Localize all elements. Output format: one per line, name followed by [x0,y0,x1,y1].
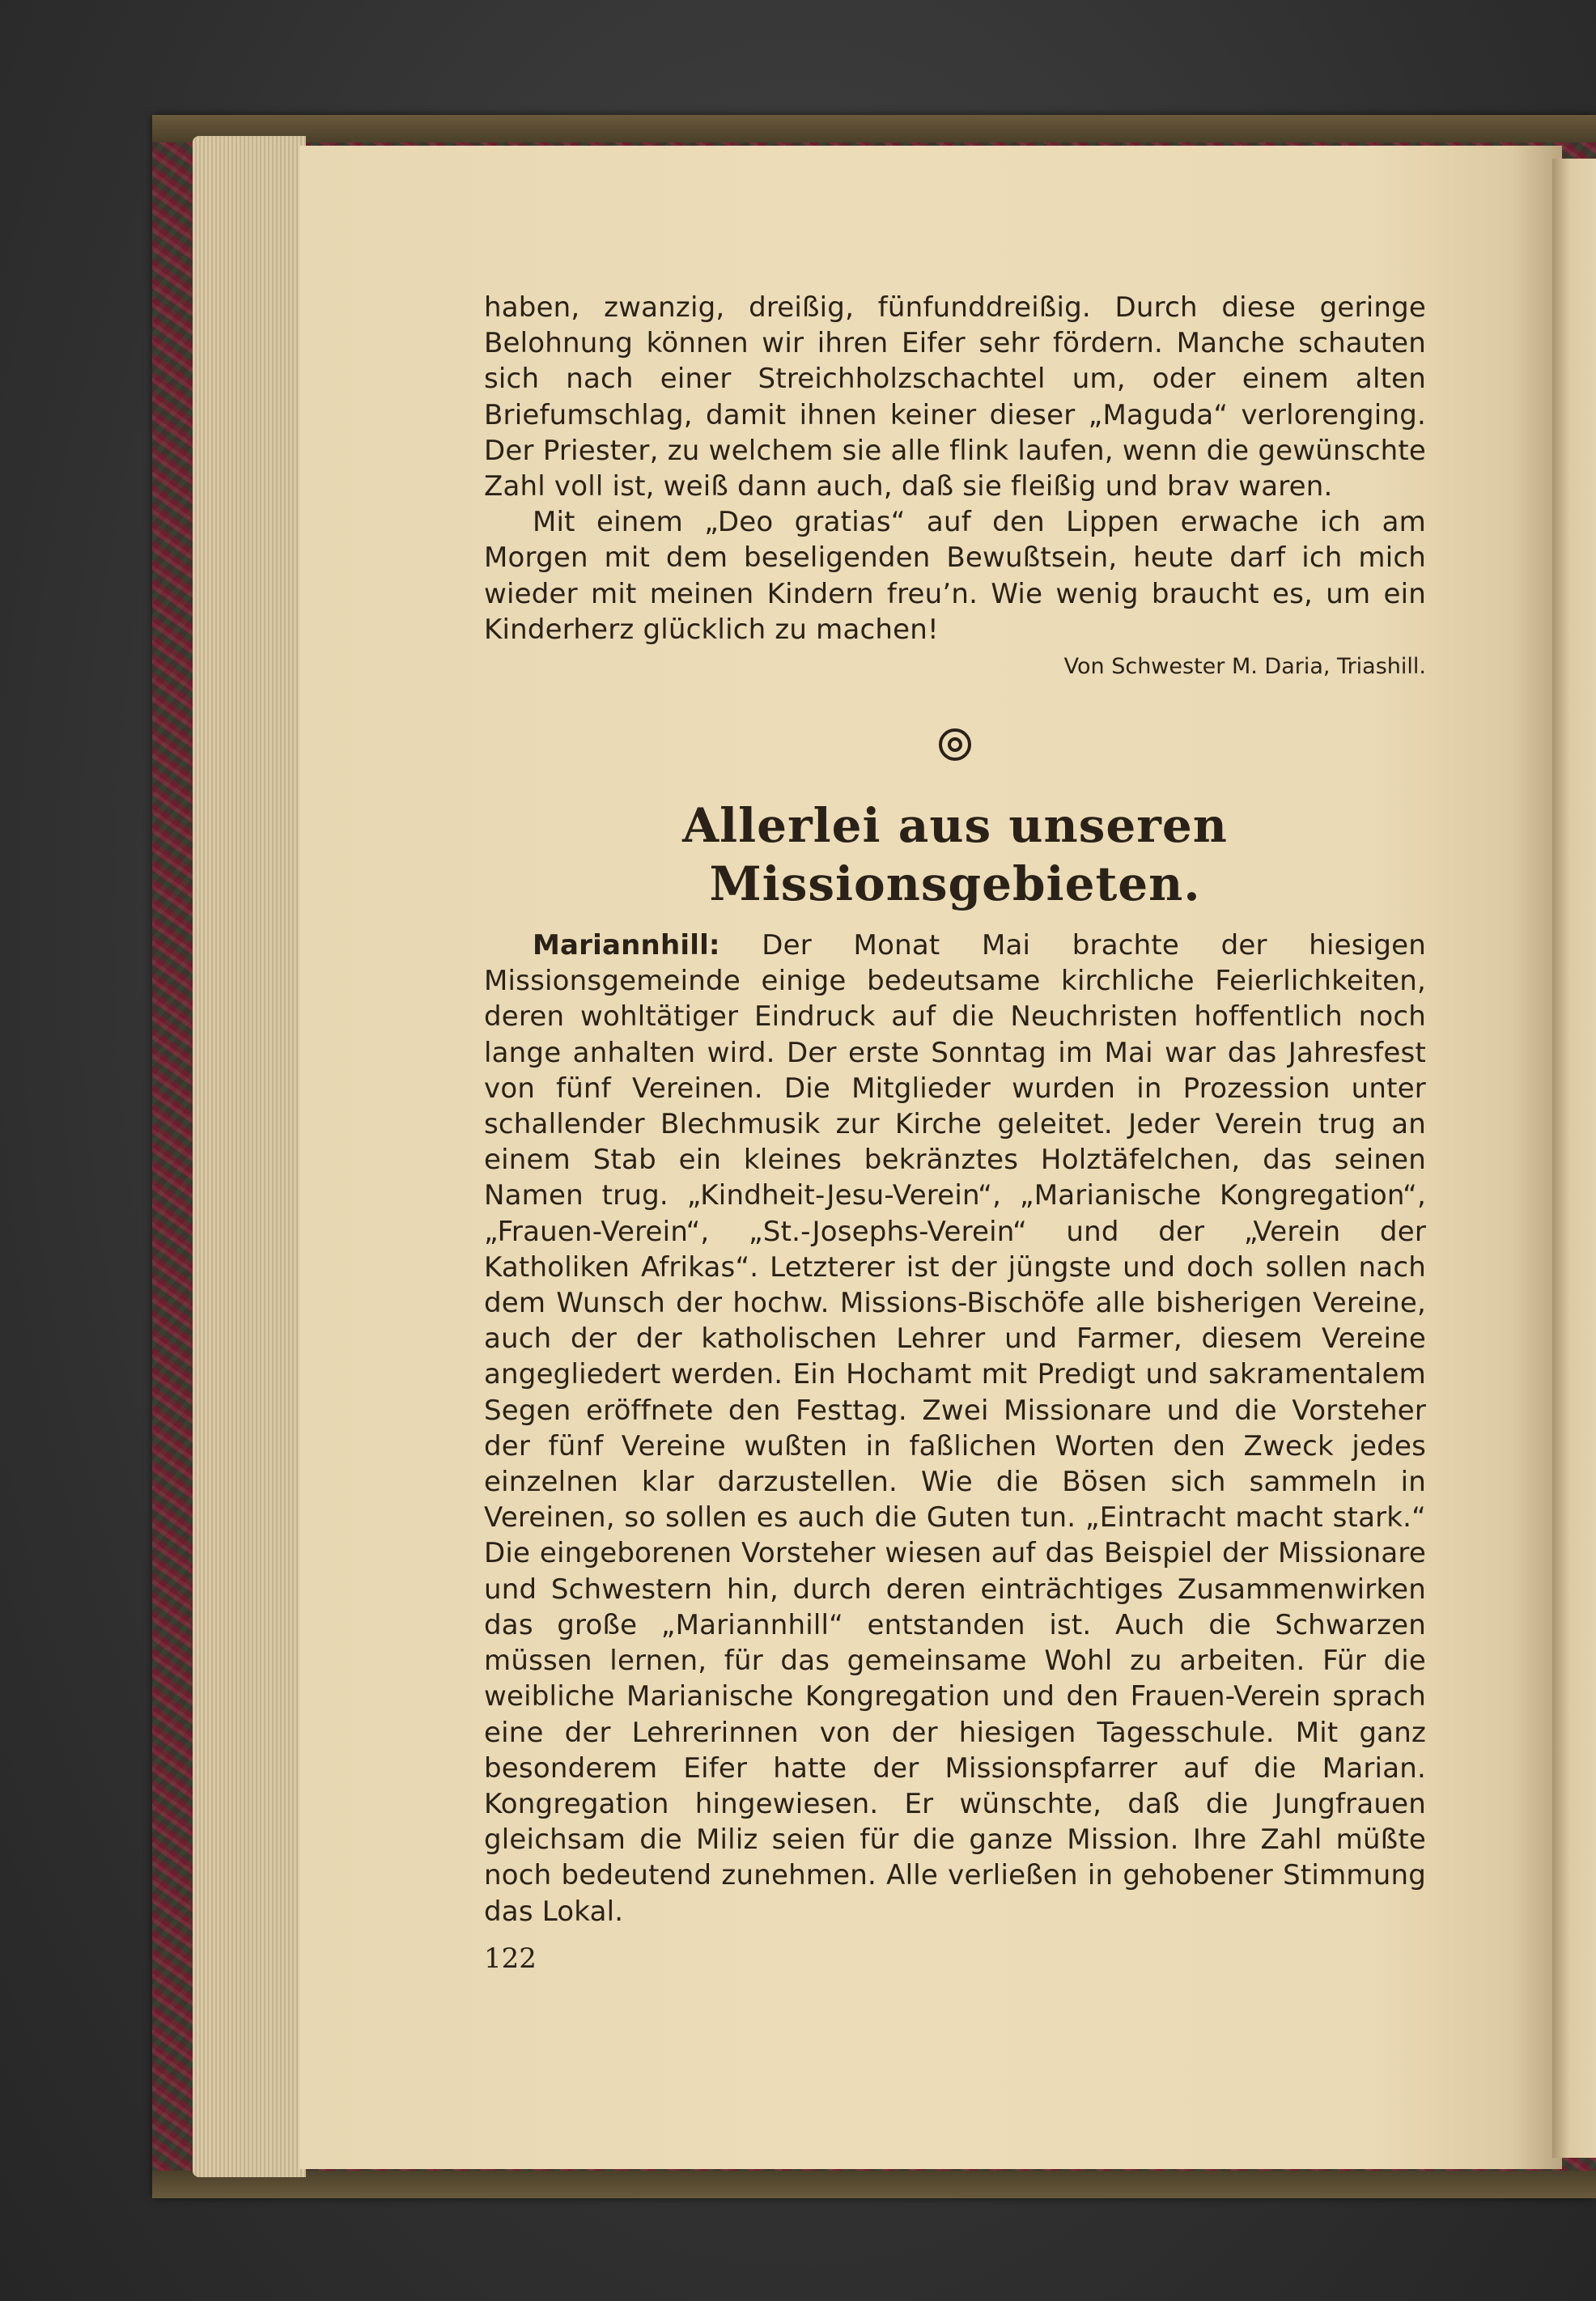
paragraph-closing: Mit einem „Deo gratias“ auf den Lippen erwache ich am Morgen mit dem beseligenden Bewußtsein, heute darf ich mich wieder mit meinen Kindern freu’n. Wie wenig braucht es, um ein Kinderherz glücklich zu machen! [484,506,1426,646]
paragraph-continuation: haben, zwanzig, dreißig, fünfunddreißig. Durch diese geringe Belohnung können wir ihren Eifer sehr fördern. Manche schauten sich nach einer Streichholzschachtel um, oder einem alten Briefumschlag, damit ihnen keiner dieser „Maguda“ verlorenging. Der Priester, zu welchem sie alle flink laufen, wenn die gewünschte Zahl voll ist, weiß dann auch, daß sie fleißig und brav waren. [484,291,1426,503]
author-signature: Von Schwester M. Daria, Triashill. [1063,654,1426,680]
section-paragraph [484,928,1426,1930]
target-ornament-icon [939,728,971,761]
section-divider [484,728,1426,764]
cover-top-edge [152,115,1596,142]
section-body-text: Der Monat Mai brachte der hiesigen Missionsgemeinde einige bedeutsame kirchliche Feierlichkeiten, deren wohltätiger Eindruck auf die Neuchristen hoffentlich noch lange anhalten wird. Der erste Sonntag im Mai war das Jahresfest von fünf Vereinen. Die Mitglieder wurden in Prozession unter schallender Blechmusik zur Kirche geleitet. Jeder Verein trug an einem Stab ein kleines bekränztes Holztäfelchen, das seinen Namen trug. „Kindheit-Jesu-Verein“, „Marianische Kongregation“, „Frauen-Verein“, „St.-Josephs-Verein“ und der „Verein der Katholiken Afrikas“. Letzterer ist der jüngste und doch sollen nach dem Wunsch der hochw. Missions-Bischöfe alle bisherigen Vereine, auch der der katholischen Lehrer und Farmer, diesem Vereine angegliedert werden. Ein Hochamt mit Predigt und sakramentalem Segen eröffnete den Festtag. Zwei Missionare und die Vorsteher der fünf Vereine wußten in faßlichen Worten den Zweck jedes einzelnen klar darzustellen. Wie die Bösen sich sammeln in Vereinen, so sollen es auch die Guten tun. „Eintracht macht stark.“ Die eingeborenen Vorsteher wiesen auf das Beispiel der Missionare und Schwestern hin, durch deren einträchtiges Zusammenwirken das große „Mariannhill“ entstanden ist. Auch die Schwarzen müssen lernen, für das gemeinsame Wohl zu arbeiten. Für die weibliche Marianische Kongregation und den Frauen-Verein sprach eine der Lehrerinnen von der hiesigen Tagesschule. Mit ganz besonderem Eifer hatte der Missionspfarrer auf die Marian. Kongregation hingewiesen. Er wünschte, daß die Jungfrauen gleichsam die Miliz seien für die ganze Mission. Ihre Zahl müßte noch bedeutend zunehmen. Alle verließen in gehobener Stimmung das Lokal. [484,929,1426,1928]
section-lead-place: Mariannhill: [533,929,720,962]
page-number: 122 [484,1942,537,1975]
page-stack-edge [193,136,306,2177]
page-content [484,290,1426,1976]
section-headline: Allerlei aus unseren Missionsgebieten. [682,798,1228,912]
cover-bottom-edge [152,2171,1596,2198]
facing-page-edge [1552,159,1596,2158]
